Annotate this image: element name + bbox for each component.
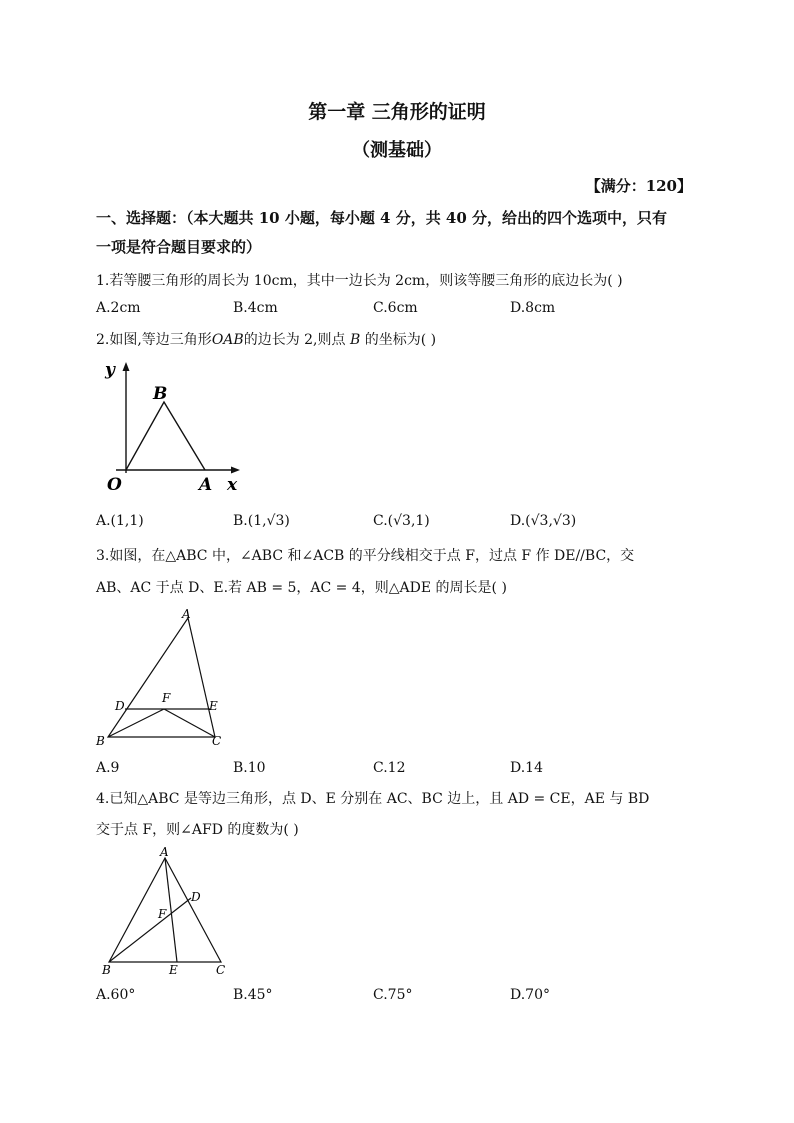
q2-option-c: C.(√3,1) (373, 513, 430, 529)
q3-option-d: D.14 (510, 760, 543, 776)
q3-option-b: B.10 (233, 760, 266, 776)
q2-label-x: x (227, 475, 238, 495)
q2-y-arrow (123, 362, 130, 371)
q3-option-a: A.9 (96, 760, 120, 776)
q3-label-b: B (96, 734, 105, 748)
q3-stem-line2: AB、AC 于点 D、E.若 AB = 5，AC = 4，则△ADE 的周长是( ) (96, 580, 507, 596)
q3-bisector-b (108, 709, 164, 737)
q4-label-d: D (191, 890, 201, 904)
q4-option-b: B.45° (233, 987, 273, 1003)
q2-option-d: D.(√3,√3) (510, 513, 577, 529)
q2-stem: 2.如图,等边三角形OAB的边长为 2,则点 B 的坐标为( ) (96, 332, 437, 348)
q4-label-a: A (160, 845, 169, 859)
q2-label-b: B (153, 384, 168, 404)
q2-label-y: y (105, 360, 115, 380)
q4-option-c: C.75° (373, 987, 413, 1003)
q3-label-c: C (212, 734, 222, 748)
q3-label-a: A (182, 607, 191, 621)
q2-x-arrow (231, 467, 240, 474)
q2-option-a: A.(1,1) (96, 513, 144, 529)
q1-option-b: B.4cm (233, 300, 278, 316)
section-heading-line1: 一、选择题：（本大题共 10 小题，每小题 4 分，共 40 分，给出的四个选项中，只有 (96, 209, 668, 227)
q2-triangle-oab (126, 402, 205, 470)
q4-option-d: D.70° (510, 987, 550, 1003)
q4-stem-line2: 交于点 F，则∠AFD 的度数为( ) (96, 822, 299, 838)
q2-figure (96, 358, 256, 498)
q3-stem-line1: 3.如图，在△ABC 中，∠ABC 和∠ACB 的平分线相交于点 F，过点 F 作 DE//BC，交 (96, 548, 635, 564)
page-title: 第一章 三角形的证明 (308, 101, 486, 123)
q2-label-a: A (199, 475, 213, 495)
page-subtitle: （测基础） (352, 140, 442, 161)
q4-stem-line1: 4.已知△ABC 是等边三角形，点 D、E 分别在 AC、BC 边上，且 AD = CE，AE 与 BD (96, 791, 650, 807)
q4-figure (98, 844, 238, 979)
q2-option-b: B.(1,√3) (233, 513, 290, 529)
q3-triangle-abc (108, 618, 215, 737)
q4-label-e: E (169, 963, 178, 977)
section-heading-line2: 一项是符合题目要求的） (96, 238, 262, 256)
q3-figure (92, 604, 242, 749)
q4-label-c: C (216, 963, 226, 977)
q1-option-d: D.8cm (510, 300, 556, 316)
q4-label-f: F (158, 907, 167, 921)
full-score: 【满分：120】 (585, 177, 692, 195)
q3-bisector-c (164, 709, 215, 737)
q1-option-c: C.6cm (373, 300, 418, 316)
q1-option-a: A.2cm (96, 300, 141, 316)
q4-segment-bd (109, 898, 191, 962)
q3-label-f: F (162, 691, 171, 705)
q3-label-e: E (209, 699, 218, 713)
q4-label-b: B (102, 963, 111, 977)
q3-option-c: C.12 (373, 760, 406, 776)
q4-option-a: A.60° (96, 987, 136, 1003)
q1-stem: 1.若等腰三角形的周长为 10cm，其中一边长为 2cm，则该等腰三角形的底边长为( ) (96, 273, 623, 289)
q3-label-d: D (115, 699, 125, 713)
q2-label-o: O (107, 475, 122, 495)
